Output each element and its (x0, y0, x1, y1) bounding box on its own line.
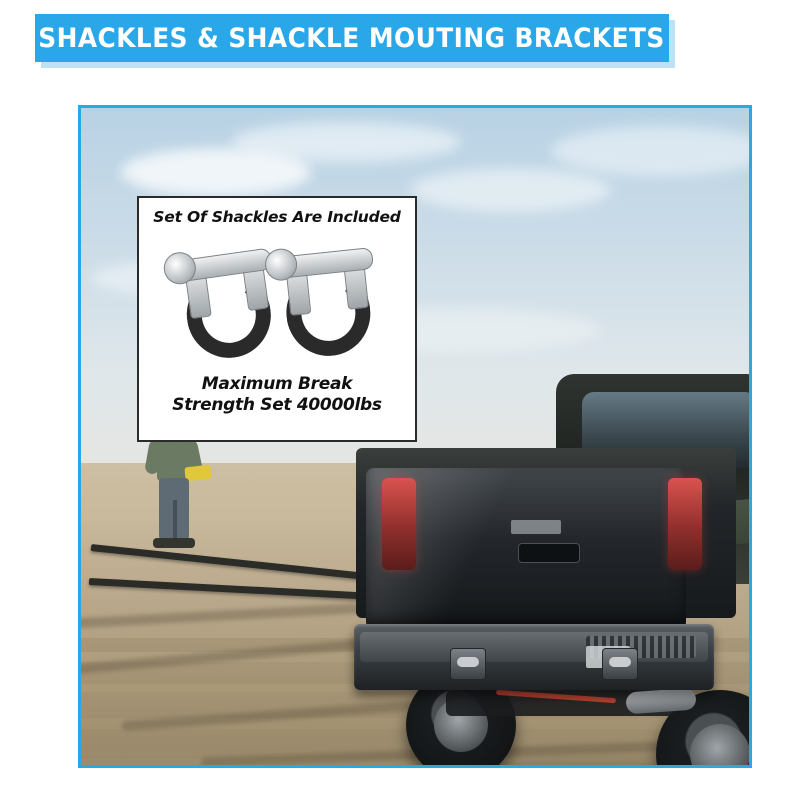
taillight-left (382, 478, 416, 570)
inset-subtitle-line1: Maximum Break (201, 374, 353, 394)
cloud (551, 126, 752, 176)
tool-in-hand (184, 465, 211, 482)
tailgate-handle (518, 543, 580, 563)
d-ring-shackle-icon (269, 231, 386, 369)
inset-callout-card (137, 196, 417, 442)
tailgate-badge (511, 520, 561, 534)
shackle-mount-left (450, 648, 486, 680)
cloud (411, 168, 611, 212)
cloud (231, 122, 461, 162)
shackles-illustration (147, 232, 407, 372)
shackle-pin (609, 657, 631, 667)
leg-gap (173, 500, 177, 540)
shoes (153, 538, 195, 548)
wheel-hub (690, 724, 750, 768)
shackle-pin (457, 657, 479, 667)
inset-subtitle-line2: Strength Set 40000lbs (172, 395, 382, 415)
inset-subtitle (147, 374, 407, 416)
taillight-right (668, 478, 702, 570)
shackle-mount-right (602, 648, 638, 680)
inset-title: Set Of Shackles Are Included (153, 208, 401, 226)
page-title: SHACKLES & SHACKLE MOUTING BRACKETS (38, 22, 666, 54)
rear-bumper (354, 624, 714, 690)
header-banner (35, 14, 669, 62)
product-photo (78, 105, 752, 768)
